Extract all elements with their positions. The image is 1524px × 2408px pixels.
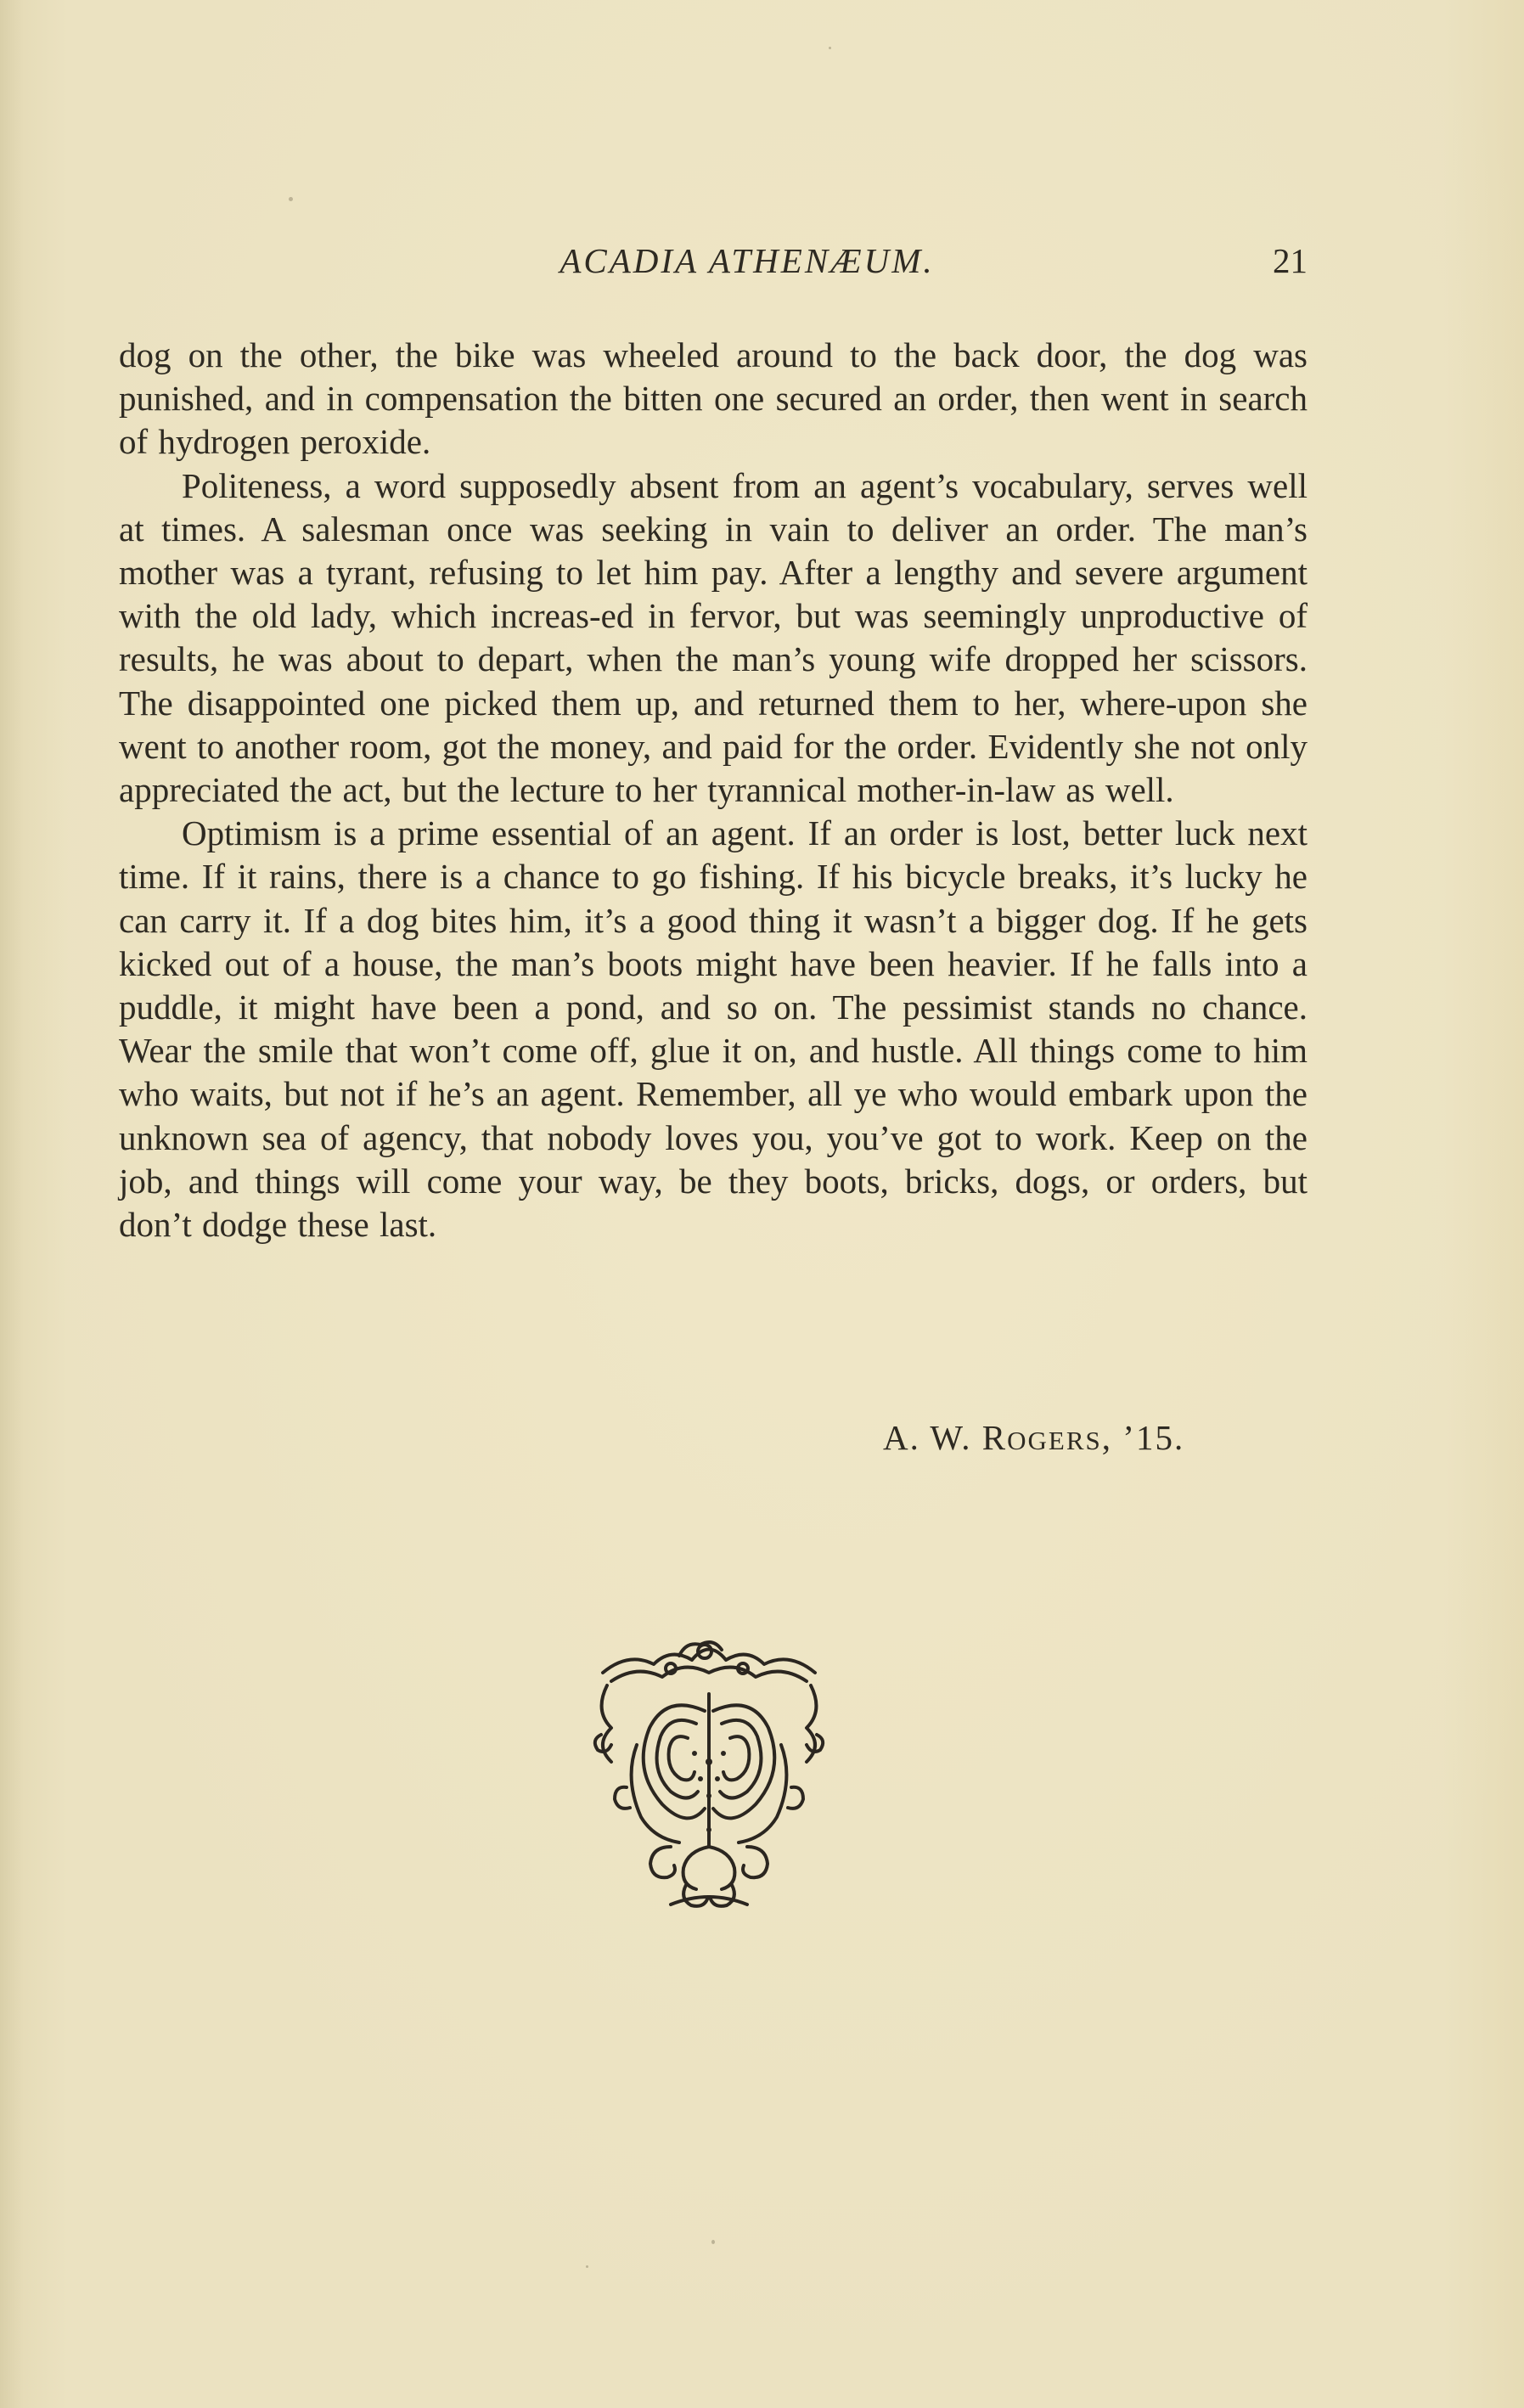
running-title: ACADIA ATHENÆUM. (560, 241, 935, 280)
paragraph-optimism: Optimism is a prime essential of an agent. If an order is lost, better luck next time. If it rains, there is a chance to go fishing. If his bicycle breaks, it’s lucky he can carry it. If a dog bites him, it’s a good thing it wasn’t a bigger dog. If he gets kicked out of a house, the man’s boots might have been heavier. If he falls into a puddle, it might have been a pond, and so on. The pessimist stands no chance. Wear the smile that won’t come off, glue it on, and hustle. All things come to him who waits, but not if he’s an agent. Remember, all ye who would embark upon the unknown sea of agency, that nobody loves you, you’ve got to work. Keep on the job, and things will come your way, be they boots, bricks, dogs, or orders, but don’t dodge these last. (119, 813, 1307, 1245)
paper-speck (829, 47, 831, 49)
paper-speck (586, 2265, 588, 2268)
page-number: 21 (1273, 241, 1307, 280)
page-header (119, 240, 1307, 291)
signature-surname: OGERS (1007, 1426, 1102, 1455)
signature-initials: A. W. R (883, 1418, 1008, 1457)
paper-speck (289, 197, 293, 201)
author-signature (883, 1417, 1184, 1458)
article-body (119, 334, 1307, 1246)
signature-year: , ’15. (1101, 1418, 1185, 1457)
decorative-scroll-tailpiece-icon (586, 1634, 832, 1915)
paragraph-politeness: Politeness, a word supposedly absent from an agent’s vocabulary, serves well at times. A salesman once was seeking in vain to deliver an order. The man’s mother was a tyrant, refusing to let him pay. After a lengthy and severe argument with the old lady, which increas-ed in fervor, but was seemingly unproductive of results, he was about to depart, when the man’s young wife dropped her scissors. The disappointed one picked them up, and returned them to her, where-upon she went to another room, got the money, and paid for the order. Evidently she not only appreciated the act, but the lecture to her tyrannical mother-in-law as well. (119, 465, 1307, 810)
paper-speck (711, 2240, 715, 2244)
paragraph-continued: dog on the other, the bike was wheeled around to the back door, the dog was punished, and in compensation the bitten one secured an order, then went in search of hydrogen peroxide. (119, 335, 1307, 462)
